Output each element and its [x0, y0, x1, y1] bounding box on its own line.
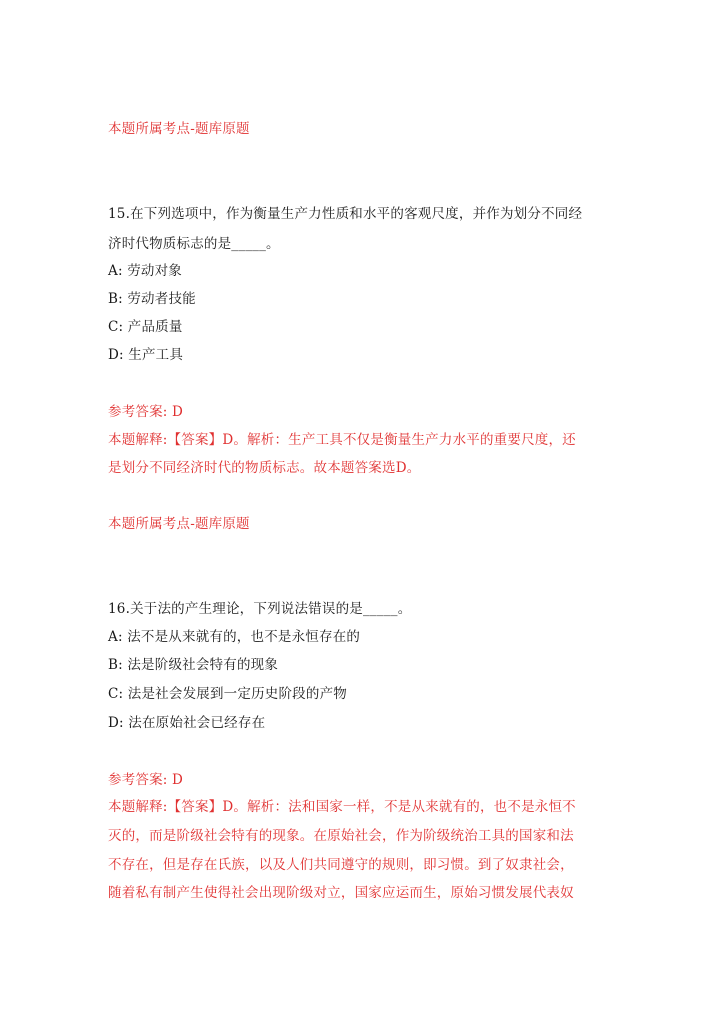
q16-option-a: A: 法不是从来就有的，也不是永恒存在的 [108, 629, 361, 645]
q15-explanation-line1: 本题解释:【答案】D。解析：生产工具不仅是衡量生产力水平的重要尺度，还 [108, 432, 576, 448]
q16-option-c: C: 法是社会发展到一定历史阶段的产物 [108, 686, 347, 702]
q16-explanation-line4: 随着私有制产生使得社会出现阶级对立，国家应运而生，原始习惯发展代表奴 [108, 885, 574, 901]
question-source-top: 本题所属考点-题库原题 [108, 121, 250, 137]
q15-source: 本题所属考点-题库原题 [108, 516, 250, 532]
q16-explanation-line2: 灭的，而是阶级社会特有的现象。在原始社会，作为阶级统治工具的国家和法 [108, 828, 574, 844]
q15-option-a: A: 劳动对象 [108, 263, 182, 279]
q16-explanation-line3: 不存在，但是存在氏族，以及人们共同遵守的规则，即习惯。到了奴隶社会， [108, 857, 574, 873]
q15-stem-line1: 15.在下列选项中，作为衡量生产力性质和水平的客观尺度，并作为划分不同经 [108, 206, 583, 222]
q16-explanation-line1: 本题解释:【答案】D。解析：法和国家一样，不是从来就有的，也不是永恒不 [108, 799, 576, 815]
q15-answer: 参考答案: D [108, 404, 184, 420]
q15-explanation-line2: 是划分不同经济时代的物质标志。故本题答案选D。 [108, 460, 421, 476]
q16-answer: 参考答案: D [108, 772, 184, 788]
q15-option-b: B: 劳动者技能 [108, 291, 196, 307]
q16-option-d: D: 法在原始社会已经存在 [108, 715, 266, 731]
q16-option-b: B: 法是阶级社会特有的现象 [108, 657, 279, 673]
q15-stem-line2: 济时代物质标志的是_____。 [108, 236, 280, 252]
q15-option-d: D: 生产工具 [108, 347, 184, 363]
q15-option-c: C: 产品质量 [108, 319, 183, 335]
q16-stem-line1: 16.关于法的产生理论，下列说法错误的是_____。 [108, 601, 412, 617]
